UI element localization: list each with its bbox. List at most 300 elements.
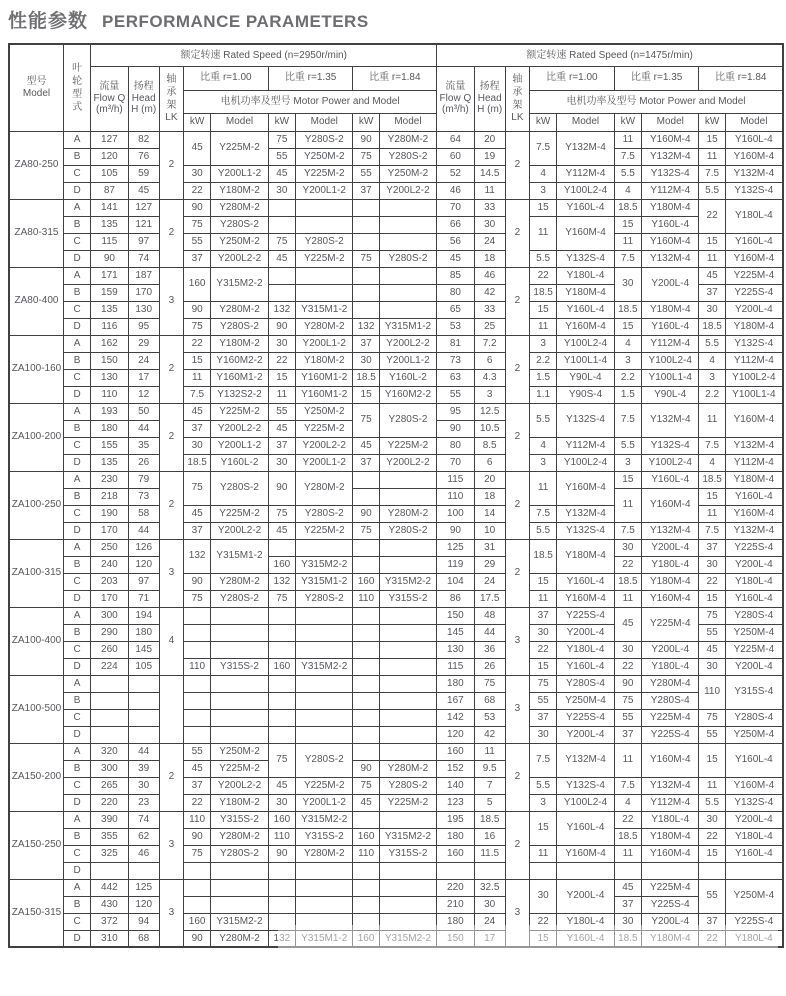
motor-kw-cell: 37 (699, 539, 725, 556)
table-row (9, 607, 783, 624)
table-row (9, 250, 783, 267)
flow-cell: 224 (91, 658, 128, 675)
motor-kw-cell: 11 (699, 148, 725, 165)
flow-cell: 73 (437, 352, 474, 369)
motor-model-cell: Y180L-4 (725, 930, 783, 947)
motor-kw-cell: 11 (699, 250, 725, 267)
motor-kw-cell: 18.5 (614, 930, 641, 947)
motor-kw-cell (353, 913, 379, 930)
motor-model-cell: Y280S-2 (295, 743, 353, 777)
flow-cell: 52 (437, 165, 474, 182)
vane-header-label: 叶轮型式 (72, 62, 83, 113)
head-cell: 29 (128, 335, 159, 352)
motor-kw-cell: 3 (614, 352, 641, 369)
flow-cell: 64 (437, 131, 474, 148)
vane-type-cell: D (63, 862, 90, 879)
gravity-100-header-left: 比重 r=1.00 (184, 66, 269, 90)
motor-kw-cell (353, 658, 379, 675)
motor-model-cell (211, 624, 269, 641)
table-row (9, 726, 783, 743)
head-cell: 68 (474, 692, 505, 709)
head-cell: 33 (474, 199, 505, 216)
rated-speed-2950-header: 额定转速 Rated Speed (n=2950r/min) (91, 44, 437, 66)
motor-model-cell: Y180L-4 (641, 811, 699, 828)
head-cell: 46 (128, 845, 159, 862)
head-cell: 45 (128, 182, 159, 199)
motor-model-cell: Y160M1-2 (295, 386, 353, 403)
motor-kw-cell: 22 (699, 930, 725, 947)
head-cell: 24 (474, 573, 505, 590)
motor-model-cell: Y132M-4 (641, 148, 699, 165)
motor-model-cell (295, 879, 353, 896)
flow-cell: 260 (91, 641, 128, 658)
motor-kw-cell (184, 862, 211, 879)
motor-model-cell: Y225S-4 (725, 539, 783, 556)
motor-kw-cell: 75 (699, 607, 725, 624)
model-header-zh: 型号 (26, 76, 47, 88)
vane-type-cell: A (63, 539, 90, 556)
motor-model-cell: Y160M2-2 (211, 352, 269, 369)
bearing-frame-cell: 2 (159, 199, 183, 267)
motor-kw-cell: 90 (268, 471, 295, 505)
head-cell: 20 (474, 471, 505, 488)
motor-kw-cell: 37 (530, 607, 557, 624)
vane-type-cell: D (63, 658, 90, 675)
head-cell: 79 (128, 471, 159, 488)
motor-kw-cell: 75 (353, 148, 379, 165)
motor-kw-cell: 75 (353, 403, 379, 437)
motor-kw-cell (268, 896, 295, 913)
table-row (9, 828, 783, 845)
motor-kw-cell (268, 675, 295, 692)
table-row (9, 896, 783, 913)
performance-table (8, 43, 784, 948)
motor-kw-cell (268, 199, 295, 216)
motor-model-cell: Y200L2-2 (295, 437, 353, 454)
head-cell: 11.5 (474, 845, 505, 862)
bearing-frame-cell: 2 (159, 471, 183, 539)
motor-kw-cell: 160 (184, 267, 211, 301)
motor-kw-cell: 22 (530, 267, 557, 284)
motor-model-cell: Y180L-4 (557, 913, 615, 930)
motor-kw-cell (184, 709, 211, 726)
table-row (9, 556, 783, 573)
kw-column-header: kW (268, 113, 295, 131)
motor-kw-cell: 7.5 (614, 522, 641, 539)
motor-model-cell: Y180M-2 (211, 182, 269, 199)
motor-kw-cell: 22 (614, 556, 641, 573)
motor-kw-cell (184, 675, 211, 692)
motor-model-cell: Y225M-2 (211, 505, 269, 522)
motor-kw-cell: 75 (614, 692, 641, 709)
head-cell: 24 (474, 233, 505, 250)
kw-column-header: kW (614, 113, 641, 131)
motor-kw-cell: 15 (614, 318, 641, 335)
flow-cell: 81 (437, 335, 474, 352)
motor-model-cell: Y160L-4 (557, 573, 615, 590)
gravity-135-header-left: 比重 r=1.35 (268, 66, 353, 90)
motor-model-cell: Y160L-4 (557, 301, 615, 318)
head-cell: 68 (128, 930, 159, 947)
head-cell: 30 (474, 216, 505, 233)
motor-model-cell: Y132S-4 (725, 182, 783, 199)
motor-kw-cell (268, 709, 295, 726)
motor-kw-cell (268, 284, 295, 301)
vane-type-cell: D (63, 522, 90, 539)
motor-kw-cell (353, 284, 379, 301)
motor-model-cell: Y180M-4 (557, 284, 615, 301)
motor-kw-cell: 18.5 (699, 318, 725, 335)
motor-kw-cell: 15 (614, 471, 641, 488)
motor-model-cell: Y160L-4 (557, 930, 615, 947)
table-row (9, 539, 783, 556)
motor-model-cell (211, 862, 269, 879)
head-cell: 95 (128, 318, 159, 335)
vane-type-cell: D (63, 726, 90, 743)
motor-kw-cell: 18.5 (530, 539, 557, 573)
motor-model-cell (379, 811, 437, 828)
motor-kw-cell: 75 (184, 590, 211, 607)
flow-cell: 310 (91, 930, 128, 947)
motor-kw-cell: 30 (614, 539, 641, 556)
flow-cell: 120 (437, 726, 474, 743)
motor-kw-cell: 45 (184, 760, 211, 777)
motor-kw-cell: 37 (699, 913, 725, 930)
motor-kw-cell (268, 879, 295, 896)
motor-model-cell: Y180L-4 (725, 573, 783, 590)
table-body (9, 131, 783, 947)
flow-cell (437, 862, 474, 879)
head-cell (128, 692, 159, 709)
table-row (9, 318, 783, 335)
motor-model-cell: Y250M-2 (295, 403, 353, 420)
motor-kw-cell: 3 (530, 182, 557, 199)
motor-model-cell: Y160L-4 (557, 658, 615, 675)
motor-kw-cell: 160 (353, 828, 379, 845)
page-title-en: PERFORMANCE PARAMETERS (102, 12, 369, 31)
flow-cell: 250 (91, 539, 128, 556)
motor-kw-cell: 5.5 (530, 777, 557, 794)
motor-model-cell: Y280S-2 (211, 318, 269, 335)
motor-model-cell: Y315M1-2 (295, 573, 353, 590)
motor-kw-cell: 45 (614, 879, 641, 896)
bearing-frame-cell: 2 (505, 743, 529, 811)
motor-kw-cell: 75 (184, 318, 211, 335)
flow-cell (91, 862, 128, 879)
head-cell: 10 (474, 522, 505, 539)
motor-model-cell: Y180L-4 (557, 267, 615, 284)
motor-model-cell: Y180L-4 (725, 828, 783, 845)
motor-kw-cell: 90 (353, 760, 379, 777)
motor-model-cell: Y315M2-2 (379, 573, 437, 590)
flow-cell: 320 (91, 743, 128, 760)
motor-model-cell: Y160L-4 (641, 216, 699, 233)
vane-type-cell: D (63, 930, 90, 947)
motor-model-cell: Y160M-4 (557, 471, 615, 505)
motor-model-cell: Y132M-4 (725, 522, 783, 539)
flow-cell: 119 (437, 556, 474, 573)
head-cell: 120 (128, 896, 159, 913)
motor-kw-cell: 2.2 (699, 386, 725, 403)
motor-model-cell: Y160M-4 (557, 590, 615, 607)
motor-kw-cell: 160 (353, 573, 379, 590)
motor-model-cell: Y225M-2 (211, 403, 269, 420)
flow-cell: 390 (91, 811, 128, 828)
bearing-header-left (159, 66, 183, 131)
motor-kw-cell: 15 (530, 301, 557, 318)
flow-header-left: 流量 Flow Q (m³/h) (91, 66, 128, 131)
vane-type-cell: C (63, 437, 90, 454)
motor-kw-cell: 3 (530, 794, 557, 811)
flow-cell: 195 (437, 811, 474, 828)
head-cell: 25 (474, 318, 505, 335)
motor-kw-cell: 11 (699, 777, 725, 794)
motor-kw-cell: 22 (268, 352, 295, 369)
motor-model-cell: Y280M-2 (379, 131, 437, 148)
motor-kw-cell: 22 (530, 913, 557, 930)
motor-model-cell: Y100L2-4 (557, 454, 615, 471)
motor-model-cell: Y160M1-2 (211, 369, 269, 386)
motor-model-cell: Y160L-2 (379, 369, 437, 386)
motor-model-cell: Y225M-2 (295, 420, 353, 437)
motor-kw-cell: 11 (699, 505, 725, 522)
motor-model-column-header: Model (211, 113, 269, 131)
motor-model-cell: Y225M-4 (641, 607, 699, 641)
motor-kw-cell: 30 (268, 454, 295, 471)
motor-kw-cell: 75 (268, 131, 295, 148)
motor-kw-cell: 15 (530, 573, 557, 590)
flow-cell: 170 (91, 522, 128, 539)
pump-model-cell: ZA100-160 (9, 335, 63, 403)
flow-cell: 130 (91, 369, 128, 386)
motor-model-cell: Y280M-2 (211, 828, 269, 845)
motor-model-cell: Y160L-4 (725, 590, 783, 607)
motor-model-cell: Y225S-4 (557, 709, 615, 726)
motor-model-cell: Y280S-2 (295, 590, 353, 607)
vane-type-cell: D (63, 454, 90, 471)
motor-kw-cell: 18.5 (530, 284, 557, 301)
flow-cell: 442 (91, 879, 128, 896)
head-cell: 44 (474, 624, 505, 641)
head-cell: 48 (474, 607, 505, 624)
motor-kw-cell: 45 (268, 165, 295, 182)
motor-model-cell: Y225S-4 (641, 726, 699, 743)
motor-kw-cell: 45 (268, 420, 295, 437)
motor-kw-cell: 45 (353, 437, 379, 454)
head-cell: 4.3 (474, 369, 505, 386)
motor-kw-cell: 30 (614, 913, 641, 930)
flow-cell: 193 (91, 403, 128, 420)
kw-column-header: kW (353, 113, 379, 131)
gravity-100-header-right: 比重 r=1.00 (530, 66, 615, 90)
flow-cell: 190 (91, 505, 128, 522)
head-cell: 10.5 (474, 420, 505, 437)
motor-model-cell: Y180M-4 (641, 828, 699, 845)
flow-cell: 104 (437, 573, 474, 590)
head-cell: 121 (128, 216, 159, 233)
motor-kw-cell: 3 (699, 369, 725, 386)
bearing-frame-cell: 2 (505, 199, 529, 267)
pump-model-cell: ZA100-400 (9, 607, 63, 675)
flow-cell: 180 (437, 828, 474, 845)
vane-type-cell: B (63, 556, 90, 573)
motor-kw-cell: 37 (184, 777, 211, 794)
flow-cell: 430 (91, 896, 128, 913)
flow-cell: 95 (437, 403, 474, 420)
motor-kw-cell: 90 (353, 131, 379, 148)
motor-model-cell: Y315S-2 (295, 828, 353, 845)
table-row (9, 675, 783, 692)
flow-cell: 372 (91, 913, 128, 930)
bearing-header-en: LK (511, 112, 524, 124)
motor-model-cell: Y160M-4 (641, 488, 699, 522)
motor-kw-cell: 18.5 (614, 301, 641, 318)
flow-cell: 159 (91, 284, 128, 301)
motor-model-cell: Y132S-4 (557, 403, 615, 437)
flow-cell: 70 (437, 454, 474, 471)
motor-model-cell: Y280M-2 (295, 318, 353, 335)
motor-model-cell: Y280S-4 (557, 675, 615, 692)
motor-kw-cell: 110 (184, 811, 211, 828)
motor-model-cell: Y160M-4 (641, 233, 699, 250)
page-title-zh: 性能参数 (8, 11, 89, 32)
motor-kw-cell: 90 (268, 318, 295, 335)
table-row (9, 403, 783, 420)
motor-kw-cell: 75 (184, 216, 211, 233)
table-row (9, 352, 783, 369)
motor-kw-cell: 30 (699, 811, 725, 828)
table-row (9, 743, 783, 760)
motor-kw-cell: 11 (614, 743, 641, 777)
flow-cell: 230 (91, 471, 128, 488)
motor-model-cell: Y160M1-2 (295, 369, 353, 386)
motor-model-cell (379, 743, 437, 760)
motor-model-cell: Y200L-4 (641, 641, 699, 658)
motor-kw-cell (184, 624, 211, 641)
vane-type-cell: D (63, 794, 90, 811)
motor-kw-cell: 45 (268, 250, 295, 267)
flow-cell: 140 (437, 777, 474, 794)
flow-cell: 55 (437, 386, 474, 403)
motor-model-cell: Y112M-4 (641, 182, 699, 199)
motor-model-cell (379, 862, 437, 879)
motor-kw-cell: 90 (184, 828, 211, 845)
vane-type-cell: A (63, 879, 90, 896)
motor-model-cell: Y180M-4 (725, 471, 783, 488)
motor-model-cell: Y225M-2 (295, 165, 353, 182)
motor-model-cell (725, 862, 783, 879)
vane-type-cell: C (63, 573, 90, 590)
motor-kw-cell: 5.5 (699, 794, 725, 811)
vane-type-cell: C (63, 913, 90, 930)
pump-model-cell: ZA100-315 (9, 539, 63, 607)
motor-kw-cell: 15 (184, 352, 211, 369)
motor-model-cell: Y100L1-4 (557, 352, 615, 369)
motor-model-cell: Y180L-4 (641, 556, 699, 573)
motor-kw-cell (353, 216, 379, 233)
motor-kw-cell: 7.5 (530, 131, 557, 165)
motor-model-cell: Y315M2-2 (211, 267, 269, 301)
flow-cell: 123 (437, 794, 474, 811)
motor-model-cell: Y160L-4 (725, 233, 783, 250)
motor-model-cell: Y132S-4 (557, 250, 615, 267)
motor-model-column-header: Model (295, 113, 353, 131)
motor-kw-cell: 15 (699, 743, 725, 777)
flow-cell: 90 (91, 250, 128, 267)
motor-model-cell: Y225S-4 (557, 607, 615, 624)
vane-type-cell: A (63, 743, 90, 760)
table-row (9, 386, 783, 403)
motor-kw-cell (353, 488, 379, 505)
motor-kw-cell: 15 (530, 930, 557, 947)
motor-kw-cell: 1.1 (530, 386, 557, 403)
head-cell: 71 (128, 590, 159, 607)
motor-model-cell (379, 879, 437, 896)
motor-model-cell: Y132S-4 (557, 777, 615, 794)
bearing-frame-cell: 2 (159, 403, 183, 471)
motor-kw-cell: 30 (699, 658, 725, 675)
vane-type-cell: B (63, 896, 90, 913)
motor-model-cell: Y315M2-2 (379, 828, 437, 845)
motor-kw-cell (699, 862, 725, 879)
motor-model-cell: Y100L2-4 (557, 335, 615, 352)
motor-model-cell: Y315M1-2 (211, 539, 269, 573)
head-cell: 24 (128, 352, 159, 369)
motor-kw-cell (268, 267, 295, 284)
motor-model-column-header: Model (379, 113, 437, 131)
motor-model-cell (379, 913, 437, 930)
flow-cell: 90 (437, 522, 474, 539)
flow-cell: 152 (437, 760, 474, 777)
head-header-right: 扬程 Head H (m) (474, 66, 505, 131)
motor-kw-cell: 45 (614, 607, 641, 641)
motor-kw-cell: 75 (184, 471, 211, 505)
table-row (9, 692, 783, 709)
motor-model-cell: Y100L2-4 (725, 369, 783, 386)
bearing-frame-cell: 3 (505, 675, 529, 743)
motor-kw-cell: 75 (268, 233, 295, 250)
motor-kw-cell: 75 (184, 845, 211, 862)
motor-kw-cell (353, 896, 379, 913)
vane-type-cell: C (63, 641, 90, 658)
motor-kw-cell: 75 (268, 590, 295, 607)
motor-model-cell: Y100L2-4 (641, 352, 699, 369)
motor-model-cell: Y280S-2 (379, 403, 437, 437)
bearing-frame-cell: 2 (505, 131, 529, 199)
motor-kw-cell: 11 (530, 216, 557, 250)
motor-model-cell: Y132S-4 (725, 335, 783, 352)
head-cell: 9.5 (474, 760, 505, 777)
motor-power-header-right: 电机功率及型号 Motor Power and Model (530, 90, 783, 113)
motor-kw-cell: 3 (530, 335, 557, 352)
motor-model-cell: Y132S-4 (641, 165, 699, 182)
motor-kw-cell: 45 (699, 267, 725, 284)
head-cell: 18 (474, 488, 505, 505)
motor-model-cell: Y180M-4 (557, 539, 615, 573)
motor-kw-cell (353, 692, 379, 709)
motor-kw-cell: 4 (530, 437, 557, 454)
motor-model-cell (379, 675, 437, 692)
pump-model-cell: ZA150-315 (9, 879, 63, 947)
table-row (9, 165, 783, 182)
motor-model-cell (379, 624, 437, 641)
table-row (9, 437, 783, 454)
bearing-frame-cell: 2 (159, 743, 183, 811)
motor-kw-cell: 18.5 (614, 199, 641, 216)
head-cell: 18 (474, 250, 505, 267)
motor-kw-cell: 110 (184, 658, 211, 675)
motor-model-cell: Y225M-2 (211, 131, 269, 165)
